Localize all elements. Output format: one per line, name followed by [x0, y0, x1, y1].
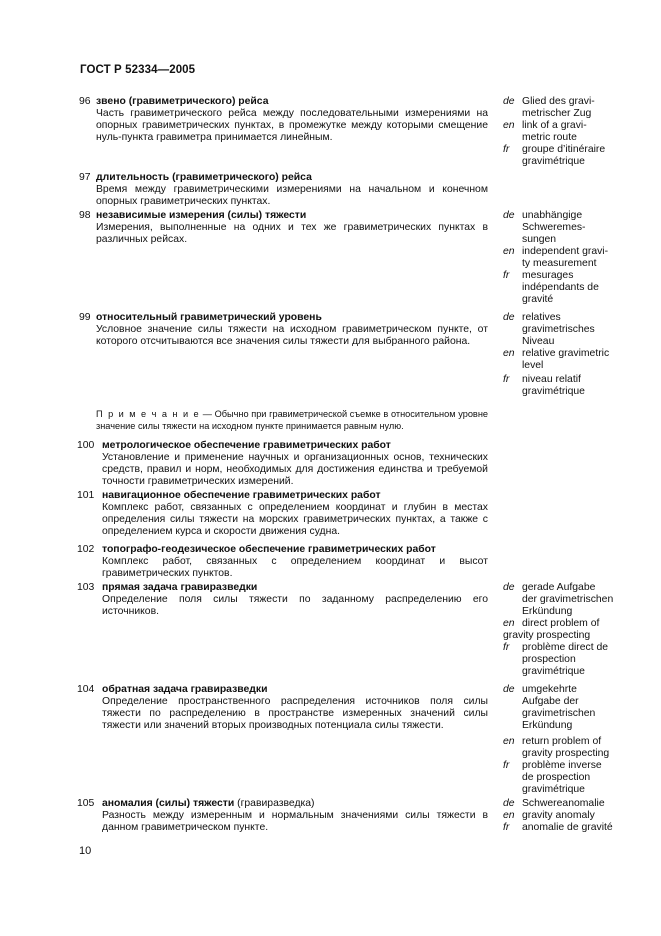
term-104: обратная задача гравиразведки: [102, 684, 268, 695]
term-number-105: 105: [77, 798, 95, 809]
definition-104: Определение пространственного распределения источников поля силы тяжести по распределению в пространстве измеренных значений силы тяжести или значений вторых производных потенциала силы тяжести.: [102, 696, 488, 731]
term-98: независимые измерения (силы) тяжести: [96, 210, 307, 221]
term-103: прямая задача гравиразведки: [102, 582, 258, 593]
equivalent-en-96: en link of a gravi- metric route: [503, 120, 587, 143]
term-number-97: 97: [79, 172, 91, 183]
term-number-104: 104: [77, 684, 95, 695]
equivalent-fr-105: fr anomalie de gravité: [503, 822, 613, 833]
equivalent-en-99: en relative gravimetric level: [503, 348, 610, 371]
definition-96: Часть гравиметрического рейса между последовательными измерениями на опорных гравиметрических пунктах, в промежутке между которыми смещение нуль-пункта гравиметра принимается линейным.: [96, 108, 488, 143]
definition-102: Комплекс работ, связанных с определением координат и высот гравиметрических пунктов.: [102, 556, 488, 579]
term-number-96: 96: [79, 96, 91, 107]
equivalent-de-103: de gerade Aufgabe der gravimetrischen Erkündung: [503, 582, 614, 617]
equivalent-de-98: de unabhängige Schweremes- sungen: [503, 210, 586, 245]
definition-97: Время между гравиметрическими измерениями на начальном и конечном опорных гравиметрических пунктах.: [96, 184, 488, 207]
term-number-100: 100: [77, 440, 95, 451]
definition-101: Комплекс работ, связанных с определением координат и глубин в местах определения силы тяжести на морских гравиметрических пунктах, а также с определением курса и скорости движения судна.: [102, 502, 488, 537]
term-number-101: 101: [77, 490, 95, 501]
term-100: метрологическое обеспечение гравиметрических работ: [102, 440, 391, 451]
term-105: аномалия (силы) тяжести (гравиразведка): [102, 798, 315, 809]
equivalent-de-105: de Schwereanomalie: [503, 798, 605, 809]
definition-98: Измерения, выполненные на одних и тех же гравиметрических пунктах в различных рейсах.: [96, 222, 488, 245]
definition-100: Установление и применение научных и организационных основ, технических средств, правил и норм, необходимых для достижения единства и требуемой точности гравиметрических измерений.: [102, 452, 488, 487]
term-number-98: 98: [79, 210, 91, 221]
equivalent-fr-96: fr groupe d’itinéraire gravimétrique: [503, 144, 606, 167]
term-number-99: 99: [79, 312, 91, 323]
equivalent-fr-98: fr mesurages indépendants de gravité: [503, 270, 599, 305]
equivalent-de-99: de relatives gravimetrisches Niveau: [503, 312, 595, 347]
term-number-103: 103: [77, 582, 95, 593]
equivalent-fr-104: fr problème inverse de prospection gravimétrique: [503, 760, 602, 795]
equivalent-fr-103: fr problème direct de prospection gravimétrique: [503, 642, 609, 677]
term-101: навигационное обеспечение гравиметрических работ: [102, 490, 381, 501]
note: [96, 408, 488, 432]
equivalent-en-104: en return problem of gravity prospecting: [503, 736, 610, 759]
term-99: относительный гравиметрический уровень: [96, 312, 322, 323]
term-97: длительность (гравиметрического) рейса: [96, 172, 312, 183]
equivalent-en-105: en gravity anomaly: [503, 810, 595, 821]
definition-99: Условное значение силы тяжести на исходном гравиметрическом пункте, от которого отсчитываются все значения силы тяжести для выбранного района.: [96, 324, 488, 347]
term-96: звено (гравиметрического) рейса: [96, 96, 269, 107]
equivalent-de-104: de umgekehrte Aufgabe der gravimetrischen Erkündung: [503, 684, 596, 731]
definition-103: Определение поля силы тяжести по заданному распределению его источников.: [102, 594, 488, 617]
equivalent-en-98: en independent gravi- ty measurement: [503, 246, 609, 269]
term-102: топографо-геодезическое обеспечение гравиметрических работ: [102, 544, 436, 555]
equivalent-fr-99: fr niveau relatif gravimétrique: [503, 374, 585, 397]
equivalent-en-103: en direct problem of gravity prospecting: [503, 618, 600, 641]
note-label: П р и м е ч а н и е: [96, 409, 201, 419]
equivalent-de-96: de Glied des gravi- metrischer Zug: [503, 96, 595, 119]
note-text: — Обычно при гравиметрической съемке в относительном уровне значение силы тяжести на исходном пункте принимается равным нулю.: [96, 409, 488, 431]
page-number: 10: [79, 845, 92, 857]
term-number-102: 102: [77, 544, 95, 555]
document-header: ГОСТ Р 52334—2005: [80, 64, 196, 76]
definition-105: Разность между измеренным и нормальным значениями силы тяжести в данном гравиметрическом пункте.: [102, 810, 488, 833]
